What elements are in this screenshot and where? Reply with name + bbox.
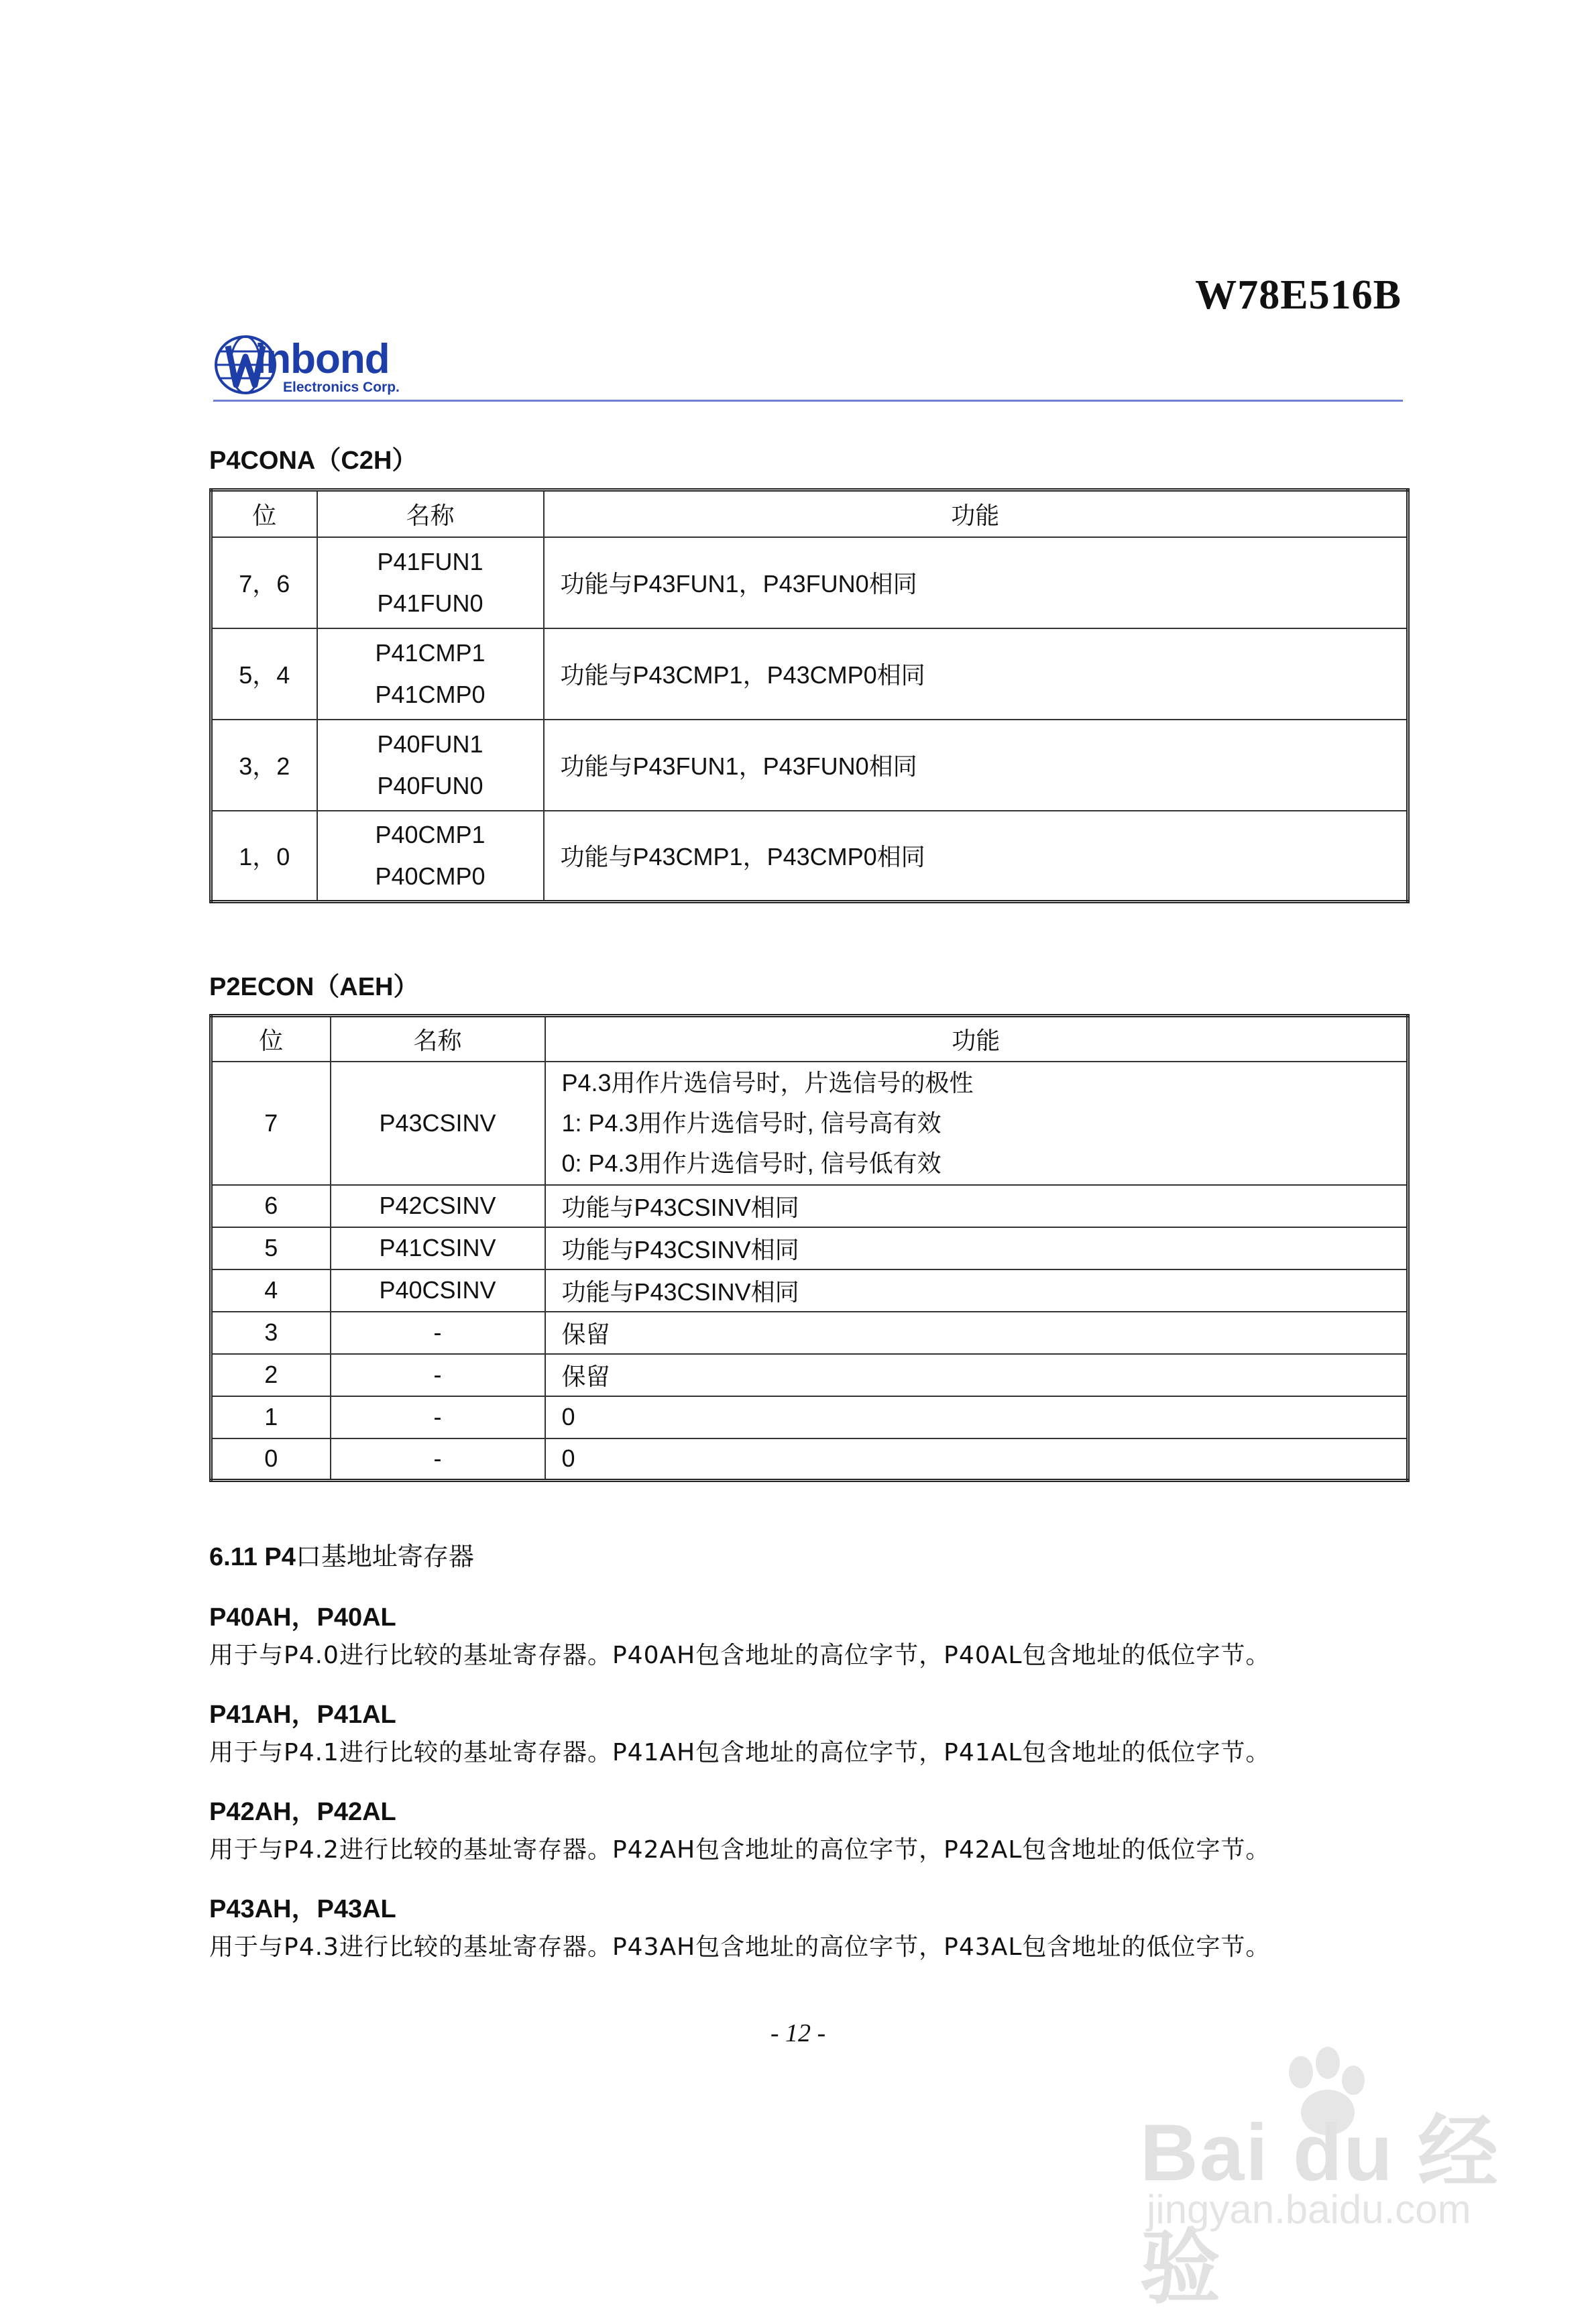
name-line: P40FUN1 — [377, 730, 483, 758]
function-line: 1: P4.3用作片选信号时, 信号高有效 — [561, 1109, 942, 1137]
name-line: P41FUN0 — [377, 589, 483, 617]
watermark-url: jingyan.baidu.com — [1147, 2187, 1471, 2232]
register-description: 用于与P4.2进行比较的基址寄存器。P42AH包含地址的高位字节，P42AL包含地址的低位字节。 — [209, 1836, 1271, 1864]
watermark-brand: Bai du 经验 — [1140, 2108, 1500, 2313]
name-line: P40CMP1 — [375, 820, 486, 848]
table-header-row — [211, 490, 1408, 537]
section-number: 6.11 P4 — [209, 1543, 296, 1571]
bit-cell: 1 — [211, 1396, 331, 1438]
name-cell: - — [331, 1354, 545, 1396]
bit-cell: 7，6 — [211, 537, 317, 628]
table-row — [211, 1185, 1408, 1227]
p2econ-table — [209, 1014, 1410, 1482]
function-cell: 功能与P43FUN1，P43FUN0相同 — [544, 720, 1408, 811]
bit-cell: 2 — [211, 1354, 331, 1396]
p4cona-table — [209, 488, 1410, 903]
table-row — [211, 1269, 1408, 1312]
name-cell — [317, 537, 544, 628]
name-line: P41CMP0 — [375, 680, 486, 708]
column-header-bit: 位 — [211, 1016, 331, 1062]
name-cell — [317, 628, 544, 720]
function-cell: 功能与P43CMP1，P43CMP0相同 — [544, 811, 1408, 902]
function-line: P4.3用作片选信号时，片选信号的极性 — [561, 1068, 974, 1096]
winbond-logo — [213, 330, 428, 402]
column-header-bit: 位 — [211, 490, 317, 537]
bit-cell: 6 — [211, 1185, 331, 1227]
table-row — [211, 811, 1408, 902]
column-header-function: 功能 — [545, 1016, 1408, 1062]
register-heading: P43AH，P43AL — [209, 1895, 396, 1923]
function-cell: 功能与P43CSINV相同 — [545, 1227, 1408, 1269]
column-header-name: 名称 — [317, 490, 544, 537]
table-row — [211, 1354, 1408, 1396]
name-cell: P40CSINV — [331, 1269, 545, 1312]
name-cell — [317, 811, 544, 902]
name-line: P41CMP1 — [375, 638, 486, 667]
register-description: 用于与P4.1进行比较的基址寄存器。P41AH包含地址的高位字节，P41AL包含地址的低位字节。 — [209, 1739, 1271, 1766]
bit-cell: 1，0 — [211, 811, 317, 902]
register-description: 用于与P4.0进行比较的基址寄存器。P40AH包含地址的高位字节，P40AL包含地址的低位字节。 — [209, 1642, 1271, 1669]
bit-cell: 5 — [211, 1227, 331, 1269]
table-row — [211, 1312, 1408, 1354]
table-row — [211, 720, 1408, 811]
register-description: 用于与P4.3进行比较的基址寄存器。P43AH包含地址的高位字节，P43AL包含地址的低位字节。 — [209, 1933, 1271, 1961]
header-rule — [213, 400, 1403, 402]
name-cell: - — [331, 1312, 545, 1354]
bit-cell: 0 — [211, 1438, 331, 1481]
section-title: 口基地址寄存器 — [295, 1542, 474, 1571]
function-cell: 功能与P43CMP1，P43CMP0相同 — [544, 628, 1408, 720]
table-row — [211, 1396, 1408, 1438]
table-row — [211, 1438, 1408, 1481]
bit-cell: 7 — [211, 1062, 331, 1185]
function-cell: 功能与P43CSINV相同 — [545, 1185, 1408, 1227]
name-line: P41FUN1 — [377, 547, 483, 575]
bit-cell: 5，4 — [211, 628, 317, 720]
register-heading: P40AH，P40AL — [209, 1603, 396, 1632]
section-heading — [209, 1536, 474, 1573]
bit-cell: 4 — [211, 1269, 331, 1312]
register-heading: P41AH，P41AL — [209, 1701, 396, 1729]
column-header-function: 功能 — [544, 490, 1408, 537]
baidu-watermark — [1140, 2045, 1529, 2313]
name-cell: P41CSINV — [331, 1227, 545, 1269]
table-row — [211, 537, 1408, 628]
logo-name: inbond — [255, 336, 390, 382]
table-row — [211, 1227, 1408, 1269]
bit-cell: 3，2 — [211, 720, 317, 811]
function-cell: 功能与P43FUN1，P43FUN0相同 — [544, 537, 1408, 628]
table-header-row — [211, 1016, 1408, 1062]
page-number: - 12 - — [770, 2019, 826, 2047]
function-cell: 保留 — [545, 1312, 1408, 1354]
column-header-name: 名称 — [331, 1016, 545, 1062]
name-line: P40FUN0 — [377, 771, 483, 799]
function-line: 0: P4.3用作片选信号时, 信号低有效 — [561, 1149, 942, 1177]
register-heading: P42AH，P42AL — [209, 1798, 396, 1826]
function-cell: 保留 — [545, 1354, 1408, 1396]
table-row — [211, 1062, 1408, 1185]
name-cell: P42CSINV — [331, 1185, 545, 1227]
table2-title: P2ECON（AEH） — [209, 973, 419, 1001]
function-cell — [545, 1062, 1408, 1185]
table1-title: P4CONA（C2H） — [209, 447, 418, 475]
logo-subtitle: Electronics Corp. — [283, 380, 400, 395]
function-cell: 0 — [545, 1396, 1408, 1438]
document-title: W78E516B — [1195, 272, 1402, 318]
name-cell — [317, 720, 544, 811]
function-cell: 0 — [545, 1438, 1408, 1481]
name-cell: - — [331, 1438, 545, 1481]
function-cell: 功能与P43CSINV相同 — [545, 1269, 1408, 1312]
name-line: P40CMP0 — [375, 862, 486, 890]
table-row — [211, 628, 1408, 720]
name-cell: P43CSINV — [331, 1062, 545, 1185]
bit-cell: 3 — [211, 1312, 331, 1354]
name-cell: - — [331, 1396, 545, 1438]
